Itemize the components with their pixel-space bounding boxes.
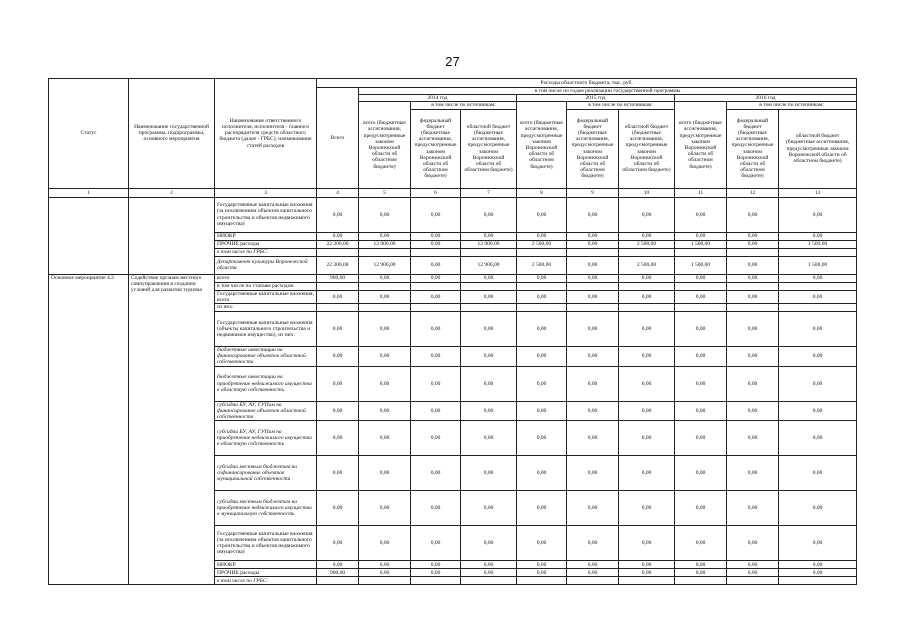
value-cell: 900,00 bbox=[317, 569, 359, 577]
value-cell: 0,00 bbox=[411, 347, 461, 367]
header-2014-all: всего (бюджетные ассигнования, предусмотренные законом Воронежской области об областном бюджете) bbox=[359, 102, 411, 188]
value-cell: 0,00 bbox=[517, 569, 567, 577]
value-cell bbox=[779, 282, 857, 290]
value-cell bbox=[411, 304, 461, 312]
value-cell bbox=[779, 304, 857, 312]
row-label: Государственные капитальные вложения (за исключением объектов капитального строительства и объектов недвижимого имущества) bbox=[215, 526, 317, 561]
value-cell: 0,00 bbox=[461, 491, 517, 526]
value-cell: 0,00 bbox=[461, 312, 517, 347]
row-label: Государственные капитальные вложения (за исключением объектов капитального строительства и объектов недвижимого имущества) bbox=[215, 197, 317, 232]
value-cell bbox=[517, 304, 567, 312]
value-cell bbox=[461, 577, 517, 585]
row-label: в том числе по статьям расходов: bbox=[215, 282, 317, 290]
value-cell bbox=[727, 577, 779, 585]
row-label: НИОКР bbox=[215, 561, 317, 569]
value-cell: 0,00 bbox=[411, 240, 461, 248]
value-cell: 0,00 bbox=[359, 561, 411, 569]
value-cell: 0,00 bbox=[779, 401, 857, 421]
value-cell bbox=[567, 577, 619, 585]
value-cell: 1 500,00 bbox=[779, 240, 857, 248]
value-cell: 0,00 bbox=[359, 232, 411, 240]
value-cell: 0,00 bbox=[779, 366, 857, 401]
column-number: 13 bbox=[779, 188, 857, 197]
value-cell bbox=[675, 248, 727, 256]
header-2014-federal: федеральный бюджет (бюджетные ассигнования, предусмотренные законом Воронежской области об областном бюджете) bbox=[411, 109, 461, 188]
value-cell: 0,00 bbox=[675, 561, 727, 569]
value-cell: 0,00 bbox=[675, 197, 727, 232]
value-cell: 0,00 bbox=[779, 561, 857, 569]
value-cell: 0,00 bbox=[317, 312, 359, 347]
value-cell: 0,00 bbox=[727, 401, 779, 421]
value-cell: 0,00 bbox=[675, 491, 727, 526]
value-cell: 0,00 bbox=[675, 456, 727, 491]
table-row bbox=[49, 197, 857, 232]
header-2014-incl: в том числе по источникам: bbox=[411, 102, 517, 109]
row-label: всего bbox=[215, 274, 317, 282]
value-cell: 12 900,00 bbox=[461, 256, 517, 274]
value-cell: 0,00 bbox=[779, 456, 857, 491]
value-cell: 0,00 bbox=[727, 526, 779, 561]
value-cell: 0,00 bbox=[411, 290, 461, 303]
value-cell: 0,00 bbox=[619, 366, 675, 401]
value-cell bbox=[727, 282, 779, 290]
value-cell: 0,00 bbox=[517, 526, 567, 561]
value-cell: 0,00 bbox=[461, 197, 517, 232]
value-cell: 0,00 bbox=[317, 366, 359, 401]
value-cell: 0,00 bbox=[461, 232, 517, 240]
value-cell: 0,00 bbox=[461, 274, 517, 282]
row-label: Государственные капитальные вложения (объекты капитального строительства и недвижимое имущество), из них: bbox=[215, 312, 317, 347]
row-label: субсидии местным бюджетам на приобретение недвижимого имущества в муниципальную собственность bbox=[215, 491, 317, 526]
value-cell: 0,00 bbox=[461, 347, 517, 367]
value-cell: 22 300,00 bbox=[317, 256, 359, 274]
header-2015-regional: областной бюджет (бюджетные ассигнования, предусмотренные законом Воронежской области об областном бюджете) bbox=[619, 109, 675, 188]
row-label: бюджетные инвестиции на приобретение недвижимого имущества в областную собственность bbox=[215, 366, 317, 401]
value-cell: 0,00 bbox=[317, 197, 359, 232]
column-number: 1 bbox=[49, 188, 129, 197]
header-2016-regional: областной бюджет (бюджетные ассигнования, предусмотренные законом Воронежской области об областном бюджете) bbox=[779, 109, 857, 188]
column-number: 8 bbox=[517, 188, 567, 197]
value-cell: 0,00 bbox=[675, 290, 727, 303]
value-cell: 0,00 bbox=[727, 456, 779, 491]
value-cell bbox=[317, 282, 359, 290]
header-2015-federal: федеральный бюджет (бюджетные ассигнования, предусмотренные законом Воронежской области об областном бюджете) bbox=[567, 109, 619, 188]
value-cell: 0,00 bbox=[517, 274, 567, 282]
value-cell: 0,00 bbox=[411, 569, 461, 577]
value-cell: 0,00 bbox=[359, 366, 411, 401]
value-cell: 0,00 bbox=[517, 561, 567, 569]
value-cell bbox=[359, 248, 411, 256]
column-number: 9 bbox=[567, 188, 619, 197]
value-cell: 0,00 bbox=[779, 526, 857, 561]
value-cell: 0,00 bbox=[517, 312, 567, 347]
value-cell: 0,00 bbox=[317, 491, 359, 526]
row-label: субсидии БУ, АУ, ГУПам на финансирование объектов областной собственности bbox=[215, 401, 317, 421]
value-cell: 0,00 bbox=[567, 240, 619, 248]
value-cell bbox=[619, 248, 675, 256]
value-cell: 0,00 bbox=[411, 491, 461, 526]
value-cell bbox=[461, 304, 517, 312]
value-cell: 0,00 bbox=[517, 197, 567, 232]
value-cell: 1 500,00 bbox=[675, 240, 727, 248]
header-status: Статус bbox=[49, 79, 129, 189]
value-cell: 0,00 bbox=[675, 312, 727, 347]
value-cell bbox=[727, 304, 779, 312]
value-cell: 0,00 bbox=[779, 312, 857, 347]
row-label: из них: bbox=[215, 304, 317, 312]
value-cell: 0,00 bbox=[461, 569, 517, 577]
value-cell: 0,00 bbox=[567, 197, 619, 232]
value-cell: 1 500,00 bbox=[675, 256, 727, 274]
value-cell: 900,00 bbox=[317, 274, 359, 282]
value-cell: 2 500,00 bbox=[517, 240, 567, 248]
row-label: субсидии местным бюджетам на софинансирование объектов муниципальной собственности bbox=[215, 456, 317, 491]
value-cell: 0,00 bbox=[411, 526, 461, 561]
value-cell bbox=[359, 282, 411, 290]
value-cell: 0,00 bbox=[675, 232, 727, 240]
value-cell: 0,00 bbox=[619, 312, 675, 347]
value-cell: 0,00 bbox=[675, 401, 727, 421]
value-cell bbox=[461, 248, 517, 256]
value-cell bbox=[359, 577, 411, 585]
column-number-row bbox=[49, 188, 857, 197]
value-cell: 0,00 bbox=[317, 401, 359, 421]
value-cell: 0,00 bbox=[779, 232, 857, 240]
value-cell: 0,00 bbox=[727, 240, 779, 248]
value-cell: 0,00 bbox=[779, 421, 857, 456]
header-2015-all: всего (бюджетные ассигнования, предусмотренные законом Воронежской области об областном бюджете) bbox=[517, 102, 567, 188]
header-year-2015: 2015 год bbox=[517, 95, 675, 102]
value-cell: 0,00 bbox=[411, 197, 461, 232]
value-cell: 0,00 bbox=[317, 421, 359, 456]
value-cell bbox=[567, 248, 619, 256]
value-cell: 0,00 bbox=[619, 197, 675, 232]
budget-table bbox=[48, 78, 857, 585]
header-program-name: Наименование государственной программы, подпрограммы, основного мероприятия bbox=[129, 79, 215, 189]
value-cell: 0,00 bbox=[359, 569, 411, 577]
column-number: 7 bbox=[461, 188, 517, 197]
value-cell: 0,00 bbox=[727, 256, 779, 274]
value-cell: 12 900,00 bbox=[359, 256, 411, 274]
value-cell: 0,00 bbox=[317, 526, 359, 561]
value-cell: 0,00 bbox=[619, 569, 675, 577]
value-cell: 2 500,00 bbox=[619, 256, 675, 274]
header-total: Всего bbox=[317, 88, 359, 189]
value-cell bbox=[317, 248, 359, 256]
value-cell: 0,00 bbox=[619, 561, 675, 569]
value-cell: 0,00 bbox=[359, 401, 411, 421]
value-cell: 0,00 bbox=[411, 232, 461, 240]
value-cell: 0,00 bbox=[727, 421, 779, 456]
row-label: НИОКР bbox=[215, 232, 317, 240]
value-cell: 0,00 bbox=[411, 312, 461, 347]
value-cell: 0,00 bbox=[567, 232, 619, 240]
page-number: 27 bbox=[445, 54, 460, 69]
value-cell: 0,00 bbox=[411, 421, 461, 456]
value-cell: 0,00 bbox=[567, 456, 619, 491]
value-cell bbox=[567, 282, 619, 290]
row-label: бюджетные инвестиции на финансирование объектов областной собственности bbox=[215, 347, 317, 367]
header-executor: Наименование ответственного исполнителя, исполнителя - главного распорядителя средств областного бюджета (далее - ГРБС), наименование статей расходов bbox=[215, 79, 317, 189]
value-cell: 0,00 bbox=[675, 569, 727, 577]
value-cell: 0,00 bbox=[461, 421, 517, 456]
value-cell: 0,00 bbox=[567, 401, 619, 421]
value-cell: 0,00 bbox=[619, 526, 675, 561]
value-cell: 0,00 bbox=[411, 561, 461, 569]
value-cell: 0,00 bbox=[567, 256, 619, 274]
value-cell bbox=[411, 248, 461, 256]
header-2015-incl: в том числе по источникам: bbox=[567, 102, 675, 109]
value-cell bbox=[619, 304, 675, 312]
value-cell: 0,00 bbox=[461, 401, 517, 421]
value-cell: 0,00 bbox=[619, 401, 675, 421]
value-cell bbox=[517, 577, 567, 585]
value-cell: 0,00 bbox=[411, 274, 461, 282]
value-cell: 0,00 bbox=[317, 456, 359, 491]
value-cell: 0,00 bbox=[779, 290, 857, 303]
value-cell: 0,00 bbox=[461, 526, 517, 561]
value-cell bbox=[317, 304, 359, 312]
value-cell: 0,00 bbox=[567, 491, 619, 526]
value-cell: 0,00 bbox=[675, 274, 727, 282]
value-cell bbox=[675, 577, 727, 585]
value-cell bbox=[779, 577, 857, 585]
value-cell: 0,00 bbox=[675, 526, 727, 561]
value-cell bbox=[517, 248, 567, 256]
value-cell: 0,00 bbox=[411, 456, 461, 491]
value-cell: 0,00 bbox=[619, 421, 675, 456]
value-cell: 0,00 bbox=[461, 366, 517, 401]
row-label: Департамент культуры Воронежской области bbox=[215, 256, 317, 274]
row-label: ПРОЧИЕ расходы bbox=[215, 240, 317, 248]
value-cell: 0,00 bbox=[461, 290, 517, 303]
value-cell: 12 900,00 bbox=[461, 240, 517, 248]
value-cell: 22 300,00 bbox=[317, 240, 359, 248]
value-cell bbox=[411, 282, 461, 290]
value-cell: 0,00 bbox=[517, 491, 567, 526]
status-cell: Основное мероприятие 4.2 bbox=[49, 274, 129, 585]
header-expenses-title: Расходы областного бюджета, тыс. руб. bbox=[317, 79, 857, 88]
value-cell: 0,00 bbox=[567, 569, 619, 577]
value-cell bbox=[727, 248, 779, 256]
value-cell: 0,00 bbox=[517, 401, 567, 421]
value-cell: 0,00 bbox=[411, 401, 461, 421]
column-number: 3 bbox=[215, 188, 317, 197]
value-cell: 0,00 bbox=[461, 561, 517, 569]
value-cell: 0,00 bbox=[779, 347, 857, 367]
row-label: субсидии БУ, АУ, ГУПам на приобретение недвижимого имущества в областную собственность bbox=[215, 421, 317, 456]
name-cell-empty bbox=[129, 197, 215, 274]
header-2016-incl: в том числе по источникам: bbox=[727, 102, 857, 109]
column-number: 10 bbox=[619, 188, 675, 197]
value-cell: 2 500,00 bbox=[619, 240, 675, 248]
value-cell: 0,00 bbox=[317, 561, 359, 569]
value-cell: 0,00 bbox=[359, 491, 411, 526]
value-cell: 0,00 bbox=[727, 561, 779, 569]
value-cell: 0,00 bbox=[567, 312, 619, 347]
value-cell bbox=[619, 282, 675, 290]
value-cell: 0,00 bbox=[317, 290, 359, 303]
value-cell: 0,00 bbox=[359, 274, 411, 282]
value-cell: 0,00 bbox=[567, 526, 619, 561]
value-cell: 0,00 bbox=[359, 312, 411, 347]
value-cell bbox=[517, 282, 567, 290]
value-cell: 0,00 bbox=[359, 347, 411, 367]
value-cell: 0,00 bbox=[779, 569, 857, 577]
header-year-2016: 2016 год bbox=[675, 95, 857, 102]
header-year-2014: 2014 год bbox=[359, 95, 517, 102]
program-name-cell: Содействие органам местного самоуправления в создании условий для развития туризма bbox=[129, 274, 215, 585]
row-label: в том числе по ГРБС: bbox=[215, 577, 317, 585]
value-cell: 0,00 bbox=[517, 366, 567, 401]
value-cell: 0,00 bbox=[567, 347, 619, 367]
value-cell: 0,00 bbox=[727, 569, 779, 577]
header-by-years: в том числе по годам реализации государственной программы bbox=[359, 88, 857, 95]
value-cell bbox=[619, 577, 675, 585]
table-row bbox=[49, 274, 857, 282]
value-cell: 0,00 bbox=[727, 491, 779, 526]
value-cell: 0,00 bbox=[727, 290, 779, 303]
value-cell: 2 500,00 bbox=[517, 256, 567, 274]
row-label: ПРОЧИЕ расходы bbox=[215, 569, 317, 577]
value-cell: 0,00 bbox=[359, 197, 411, 232]
column-number: 11 bbox=[675, 188, 727, 197]
value-cell bbox=[779, 248, 857, 256]
value-cell: 0,00 bbox=[727, 366, 779, 401]
value-cell: 0,00 bbox=[359, 290, 411, 303]
value-cell: 0,00 bbox=[317, 347, 359, 367]
header-2016-federal: федеральный бюджет (бюджетные ассигнования, предусмотренные законом Воронежской области об областном бюджете) bbox=[727, 109, 779, 188]
value-cell: 0,00 bbox=[517, 421, 567, 456]
value-cell bbox=[567, 304, 619, 312]
status-cell-empty bbox=[49, 197, 129, 274]
value-cell: 0,00 bbox=[779, 274, 857, 282]
value-cell: 0,00 bbox=[567, 421, 619, 456]
value-cell bbox=[675, 304, 727, 312]
row-label: Государственные капитальные вложения, всего bbox=[215, 290, 317, 303]
value-cell: 0,00 bbox=[359, 526, 411, 561]
column-number: 4 bbox=[317, 188, 359, 197]
value-cell: 0,00 bbox=[517, 347, 567, 367]
value-cell bbox=[461, 282, 517, 290]
value-cell: 0,00 bbox=[727, 312, 779, 347]
value-cell: 0,00 bbox=[411, 256, 461, 274]
value-cell: 0,00 bbox=[727, 232, 779, 240]
value-cell: 0,00 bbox=[779, 491, 857, 526]
value-cell: 0,00 bbox=[517, 456, 567, 491]
value-cell: 0,00 bbox=[461, 456, 517, 491]
value-cell: 0,00 bbox=[567, 561, 619, 569]
value-cell: 0,00 bbox=[779, 197, 857, 232]
column-number: 12 bbox=[727, 188, 779, 197]
header-2016-all: всего (бюджетные ассигнования, предусмотренные законом Воронежской области об областном бюджете) bbox=[675, 102, 727, 188]
row-label: в том числе по ГРБС: bbox=[215, 248, 317, 256]
value-cell bbox=[359, 304, 411, 312]
value-cell: 0,00 bbox=[317, 232, 359, 240]
value-cell: 0,00 bbox=[567, 290, 619, 303]
value-cell: 0,00 bbox=[675, 347, 727, 367]
value-cell: 0,00 bbox=[675, 366, 727, 401]
column-number: 2 bbox=[129, 188, 215, 197]
value-cell: 0,00 bbox=[675, 421, 727, 456]
value-cell: 0,00 bbox=[567, 274, 619, 282]
header-2014-regional: областной бюджет (бюджетные ассигнования, предусмотренные законом Воронежской области об областном бюджете) bbox=[461, 109, 517, 188]
value-cell: 0,00 bbox=[517, 232, 567, 240]
value-cell: 1 500,00 bbox=[779, 256, 857, 274]
value-cell bbox=[411, 577, 461, 585]
value-cell: 0,00 bbox=[411, 366, 461, 401]
value-cell bbox=[675, 282, 727, 290]
column-number: 6 bbox=[411, 188, 461, 197]
column-number: 5 bbox=[359, 188, 411, 197]
value-cell: 0,00 bbox=[619, 290, 675, 303]
value-cell: 0,00 bbox=[619, 274, 675, 282]
value-cell: 0,00 bbox=[727, 197, 779, 232]
value-cell: 0,00 bbox=[359, 421, 411, 456]
value-cell: 0,00 bbox=[619, 456, 675, 491]
value-cell: 0,00 bbox=[727, 347, 779, 367]
value-cell: 0,00 bbox=[517, 290, 567, 303]
value-cell: 0,00 bbox=[359, 456, 411, 491]
value-cell: 0,00 bbox=[619, 347, 675, 367]
value-cell: 12 900,00 bbox=[359, 240, 411, 248]
value-cell: 0,00 bbox=[619, 491, 675, 526]
value-cell: 0,00 bbox=[727, 274, 779, 282]
value-cell bbox=[317, 577, 359, 585]
value-cell: 0,00 bbox=[619, 232, 675, 240]
value-cell: 0,00 bbox=[567, 366, 619, 401]
